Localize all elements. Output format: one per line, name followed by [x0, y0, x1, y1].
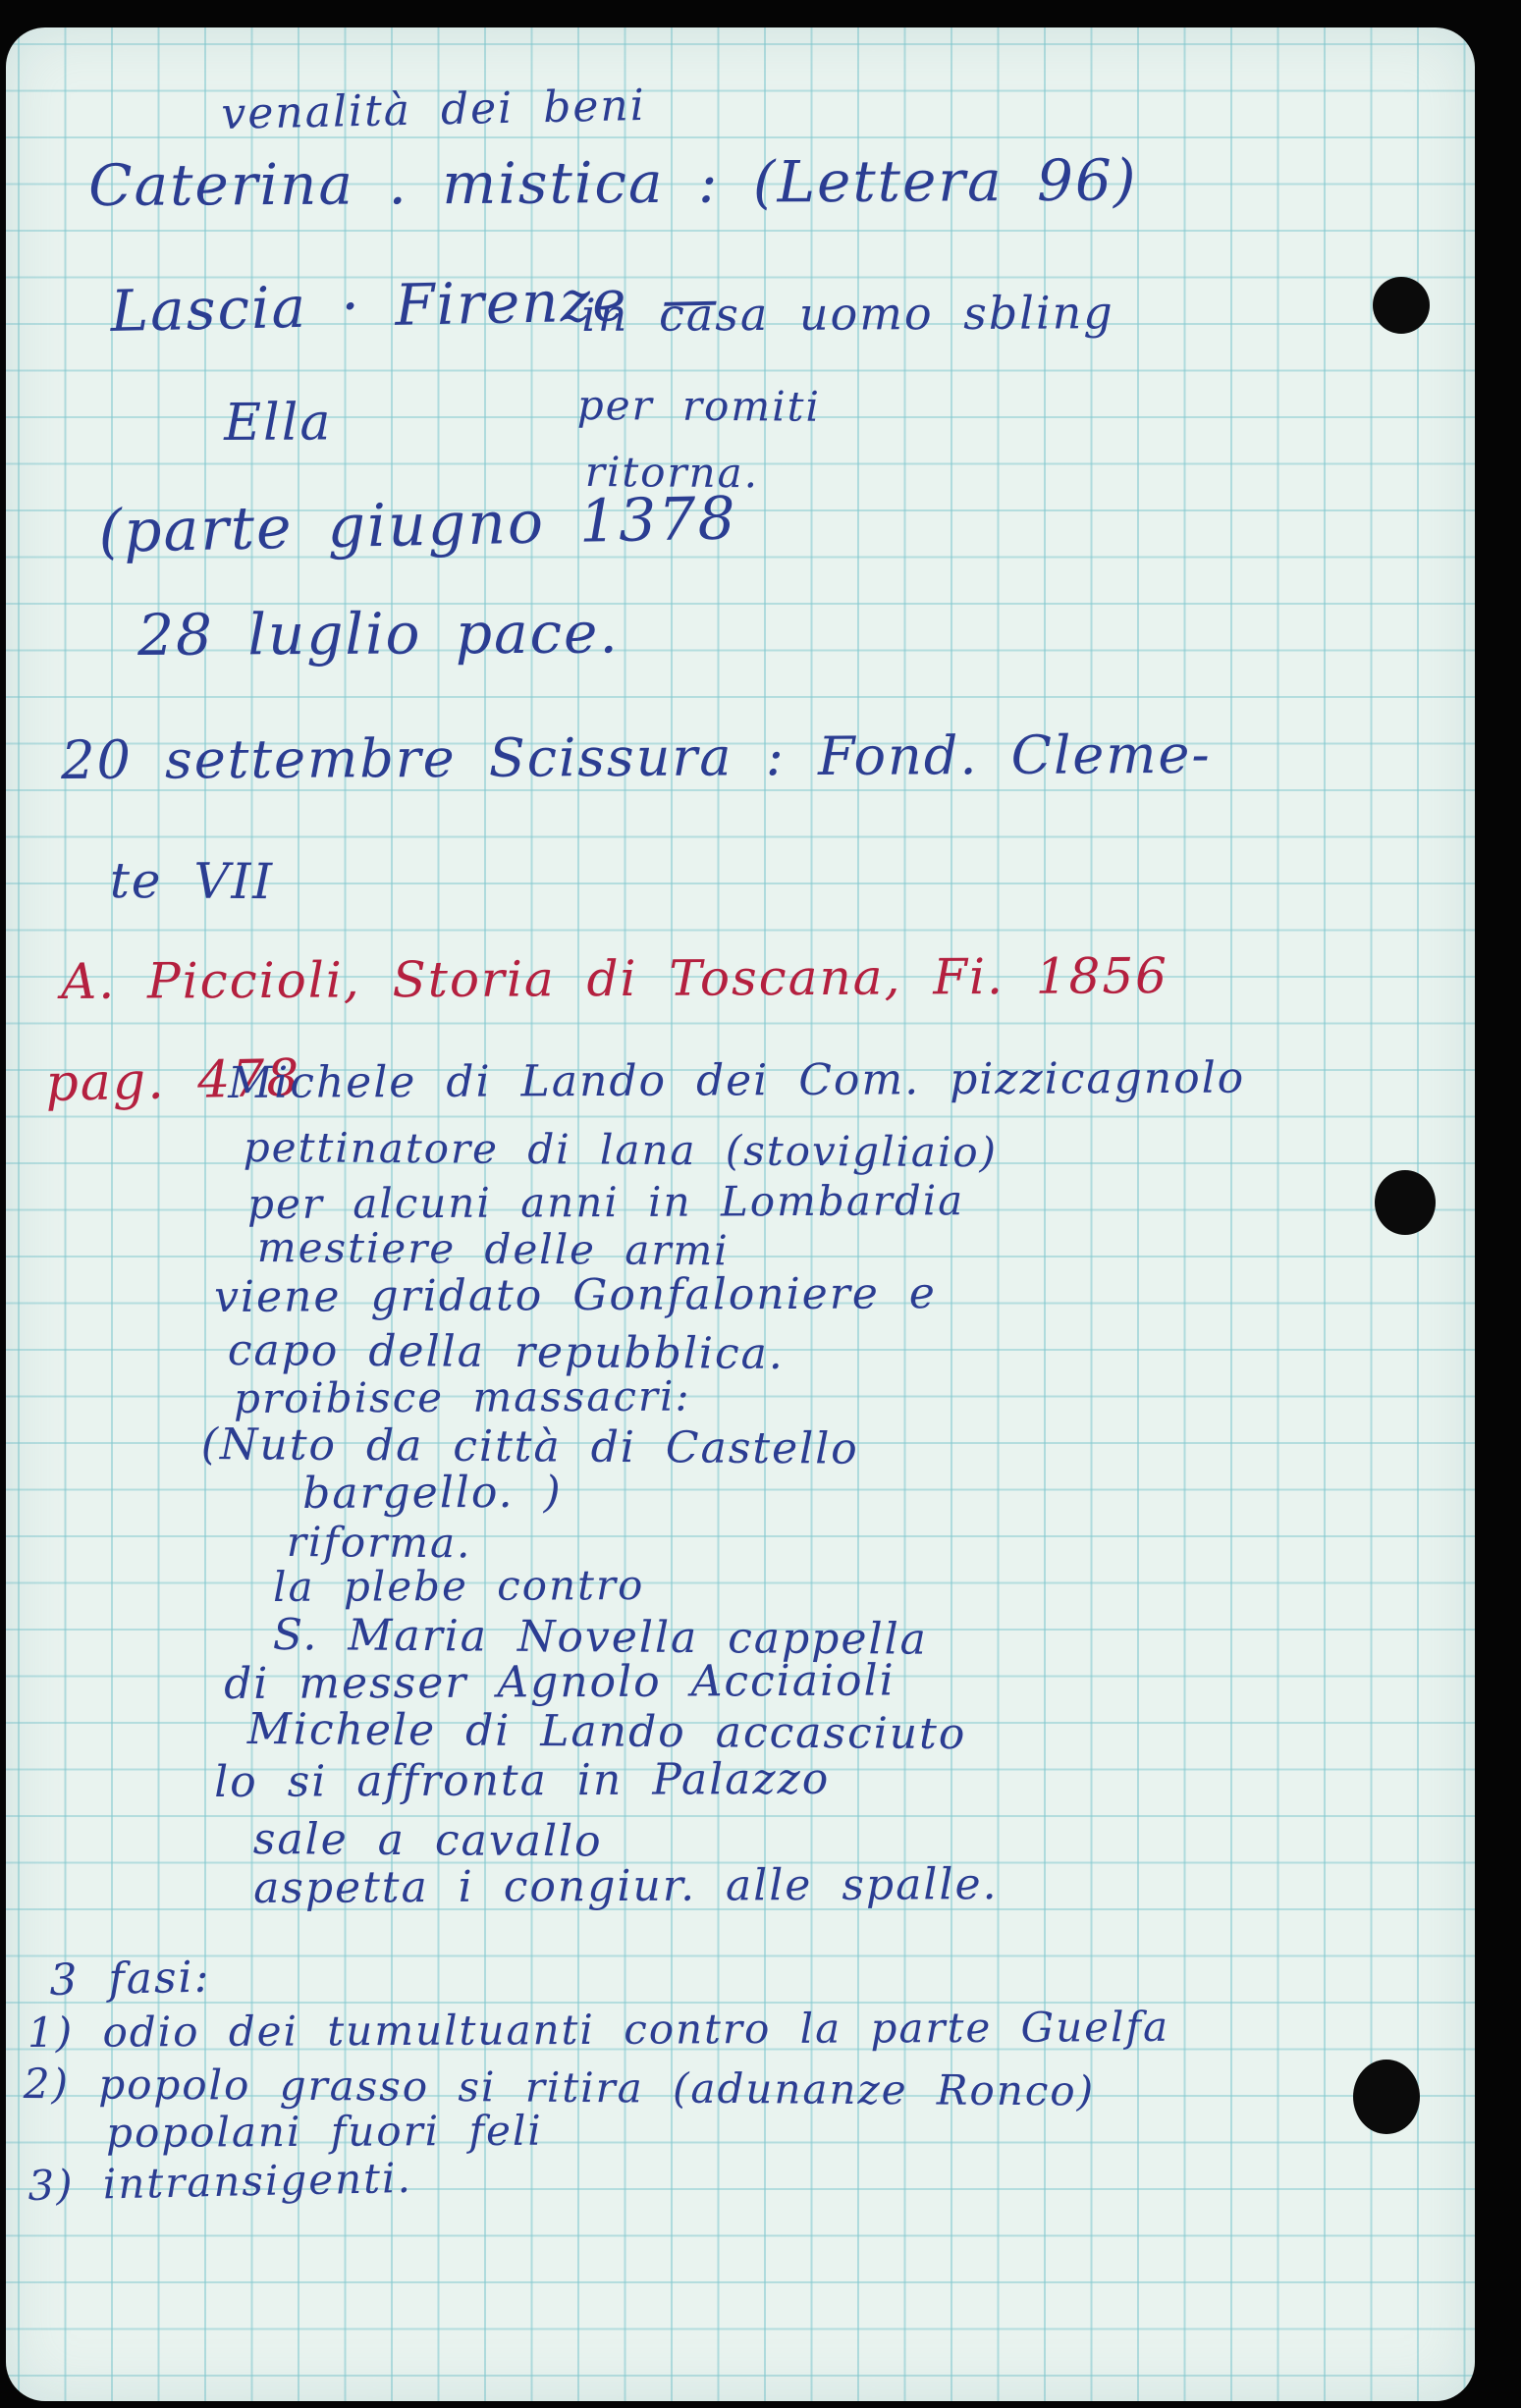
handwritten-line: sale a cavallo — [252, 1814, 603, 1867]
handwritten-line: aspetta i congiur. alle spalle. — [252, 1859, 999, 1913]
handwritten-line-red: A. Piccioli, Storia di Toscana, Fi. 1856 — [60, 947, 1169, 1010]
handwritten-line: la plebe contro — [272, 1561, 645, 1611]
handwritten-line: ritorna. — [584, 448, 760, 498]
handwritten-line: (parte giugno 1378 — [97, 484, 738, 566]
handwritten-line: popolani fuori feli — [105, 2106, 543, 2157]
handwritten-line: 3 fasi: — [48, 1952, 211, 2006]
handwritten-line: S. Maria Novella cappella — [272, 1610, 929, 1665]
handwritten-line: proibisce massacri: — [233, 1371, 691, 1422]
punch-hole — [1353, 2060, 1420, 2134]
punch-hole — [1375, 1170, 1436, 1235]
handwritten-line: capo della repubblica. — [227, 1325, 786, 1379]
handwritten-line: in casa uomo sbling — [580, 286, 1114, 342]
handwritten-line: 20 settembre Scissura : Fond. Cleme- — [60, 722, 1212, 791]
handwritten-line: bargello. ) — [301, 1467, 563, 1519]
handwritten-line: mestiere delle armi — [256, 1223, 730, 1275]
handwritten-line: 3) intransigenti. — [27, 2153, 413, 2210]
handwritten-line: di messer Agnolo Acciaioli — [223, 1655, 896, 1709]
handwritten-line: Michele di Lando accasciuto — [246, 1704, 967, 1760]
handwritten-line: Michele di Lando dei Com. pizzicagnolo — [227, 1052, 1246, 1108]
page-reference-red: pag. 478 — [44, 1048, 302, 1113]
handwritten-line: riforma. — [286, 1518, 472, 1568]
handwritten-line: pettinatore di lana (stovigliaio) — [243, 1123, 999, 1177]
handwritten-line: 1) odio dei tumultuanti contro la parte Guelfa — [27, 2002, 1170, 2057]
handwritten-line: Lascia · Firenze — — [109, 264, 722, 345]
handwritten-line: Ella — [223, 393, 333, 453]
handwritten-line: (Nuto da città di Castello — [200, 1419, 859, 1474]
handwritten-line: te VII — [109, 852, 275, 911]
handwritten-line: lo si affronta in Palazzo — [213, 1753, 831, 1807]
handwritten-line: Caterina . mistica : (Lettera 96) — [87, 146, 1138, 219]
handwritten-line: venalità dei beni — [220, 80, 647, 139]
punch-hole — [1373, 277, 1430, 334]
handwritten-line: 28 luglio pace. — [136, 599, 621, 669]
handwritten-line: viene gridato Gonfaloniere e — [213, 1268, 938, 1322]
handwritten-line: per alcuni anni in Lombardia — [246, 1176, 965, 1228]
handwritten-line: per romiti — [576, 381, 822, 431]
handwritten-line: 2) popolo grasso si ritira (adunanze Ronco) — [23, 2060, 1096, 2115]
